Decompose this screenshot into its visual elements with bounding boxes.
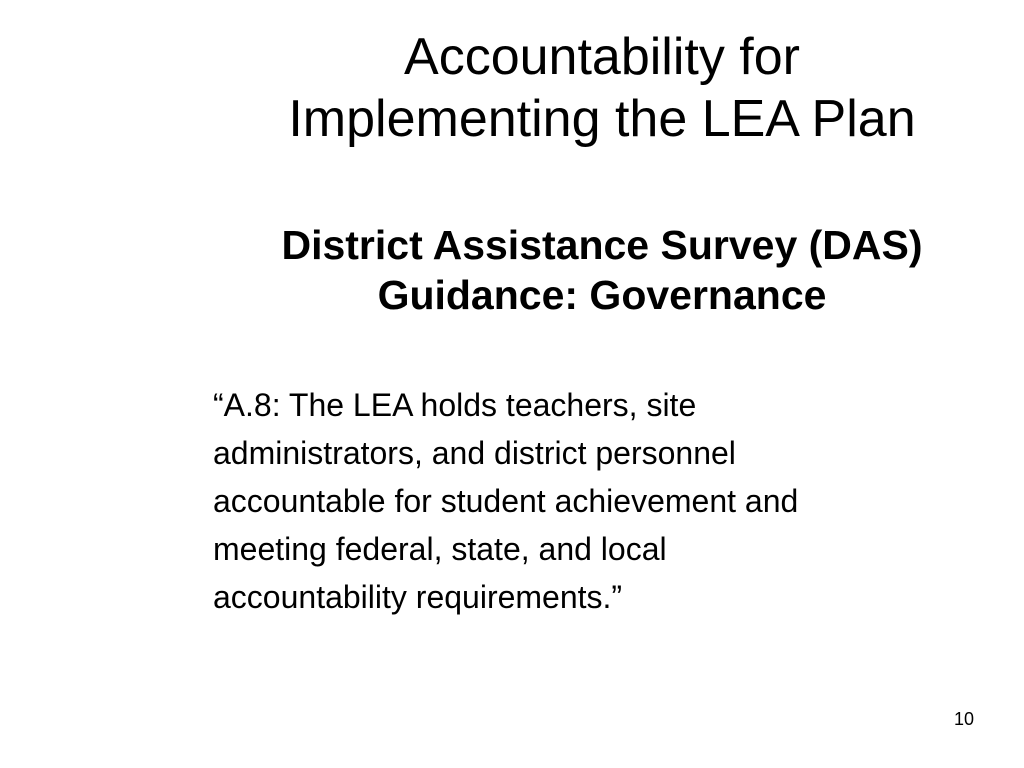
guidance-quote-line: accountable for student achievement and bbox=[213, 483, 799, 519]
guidance-quote bbox=[213, 381, 1003, 621]
guidance-quote-line: meeting federal, state, and local bbox=[213, 531, 667, 567]
slide-title-line: Accountability for bbox=[404, 28, 800, 86]
slide-subtitle-line: District Assistance Survey (DAS) bbox=[281, 222, 923, 268]
slide-subtitle-line: Guidance: Governance bbox=[377, 272, 827, 318]
guidance-quote-line: administrators, and district personnel bbox=[213, 435, 736, 471]
guidance-quote-line: “A.8: The LEA holds teachers, site bbox=[213, 387, 697, 423]
slide-title bbox=[200, 26, 1004, 150]
slide-title-line: Implementing the LEA Plan bbox=[288, 90, 916, 148]
guidance-quote-line: accountability requirements.” bbox=[213, 579, 623, 615]
page-number: 10 bbox=[953, 709, 974, 729]
slide-subtitle bbox=[200, 220, 1004, 320]
